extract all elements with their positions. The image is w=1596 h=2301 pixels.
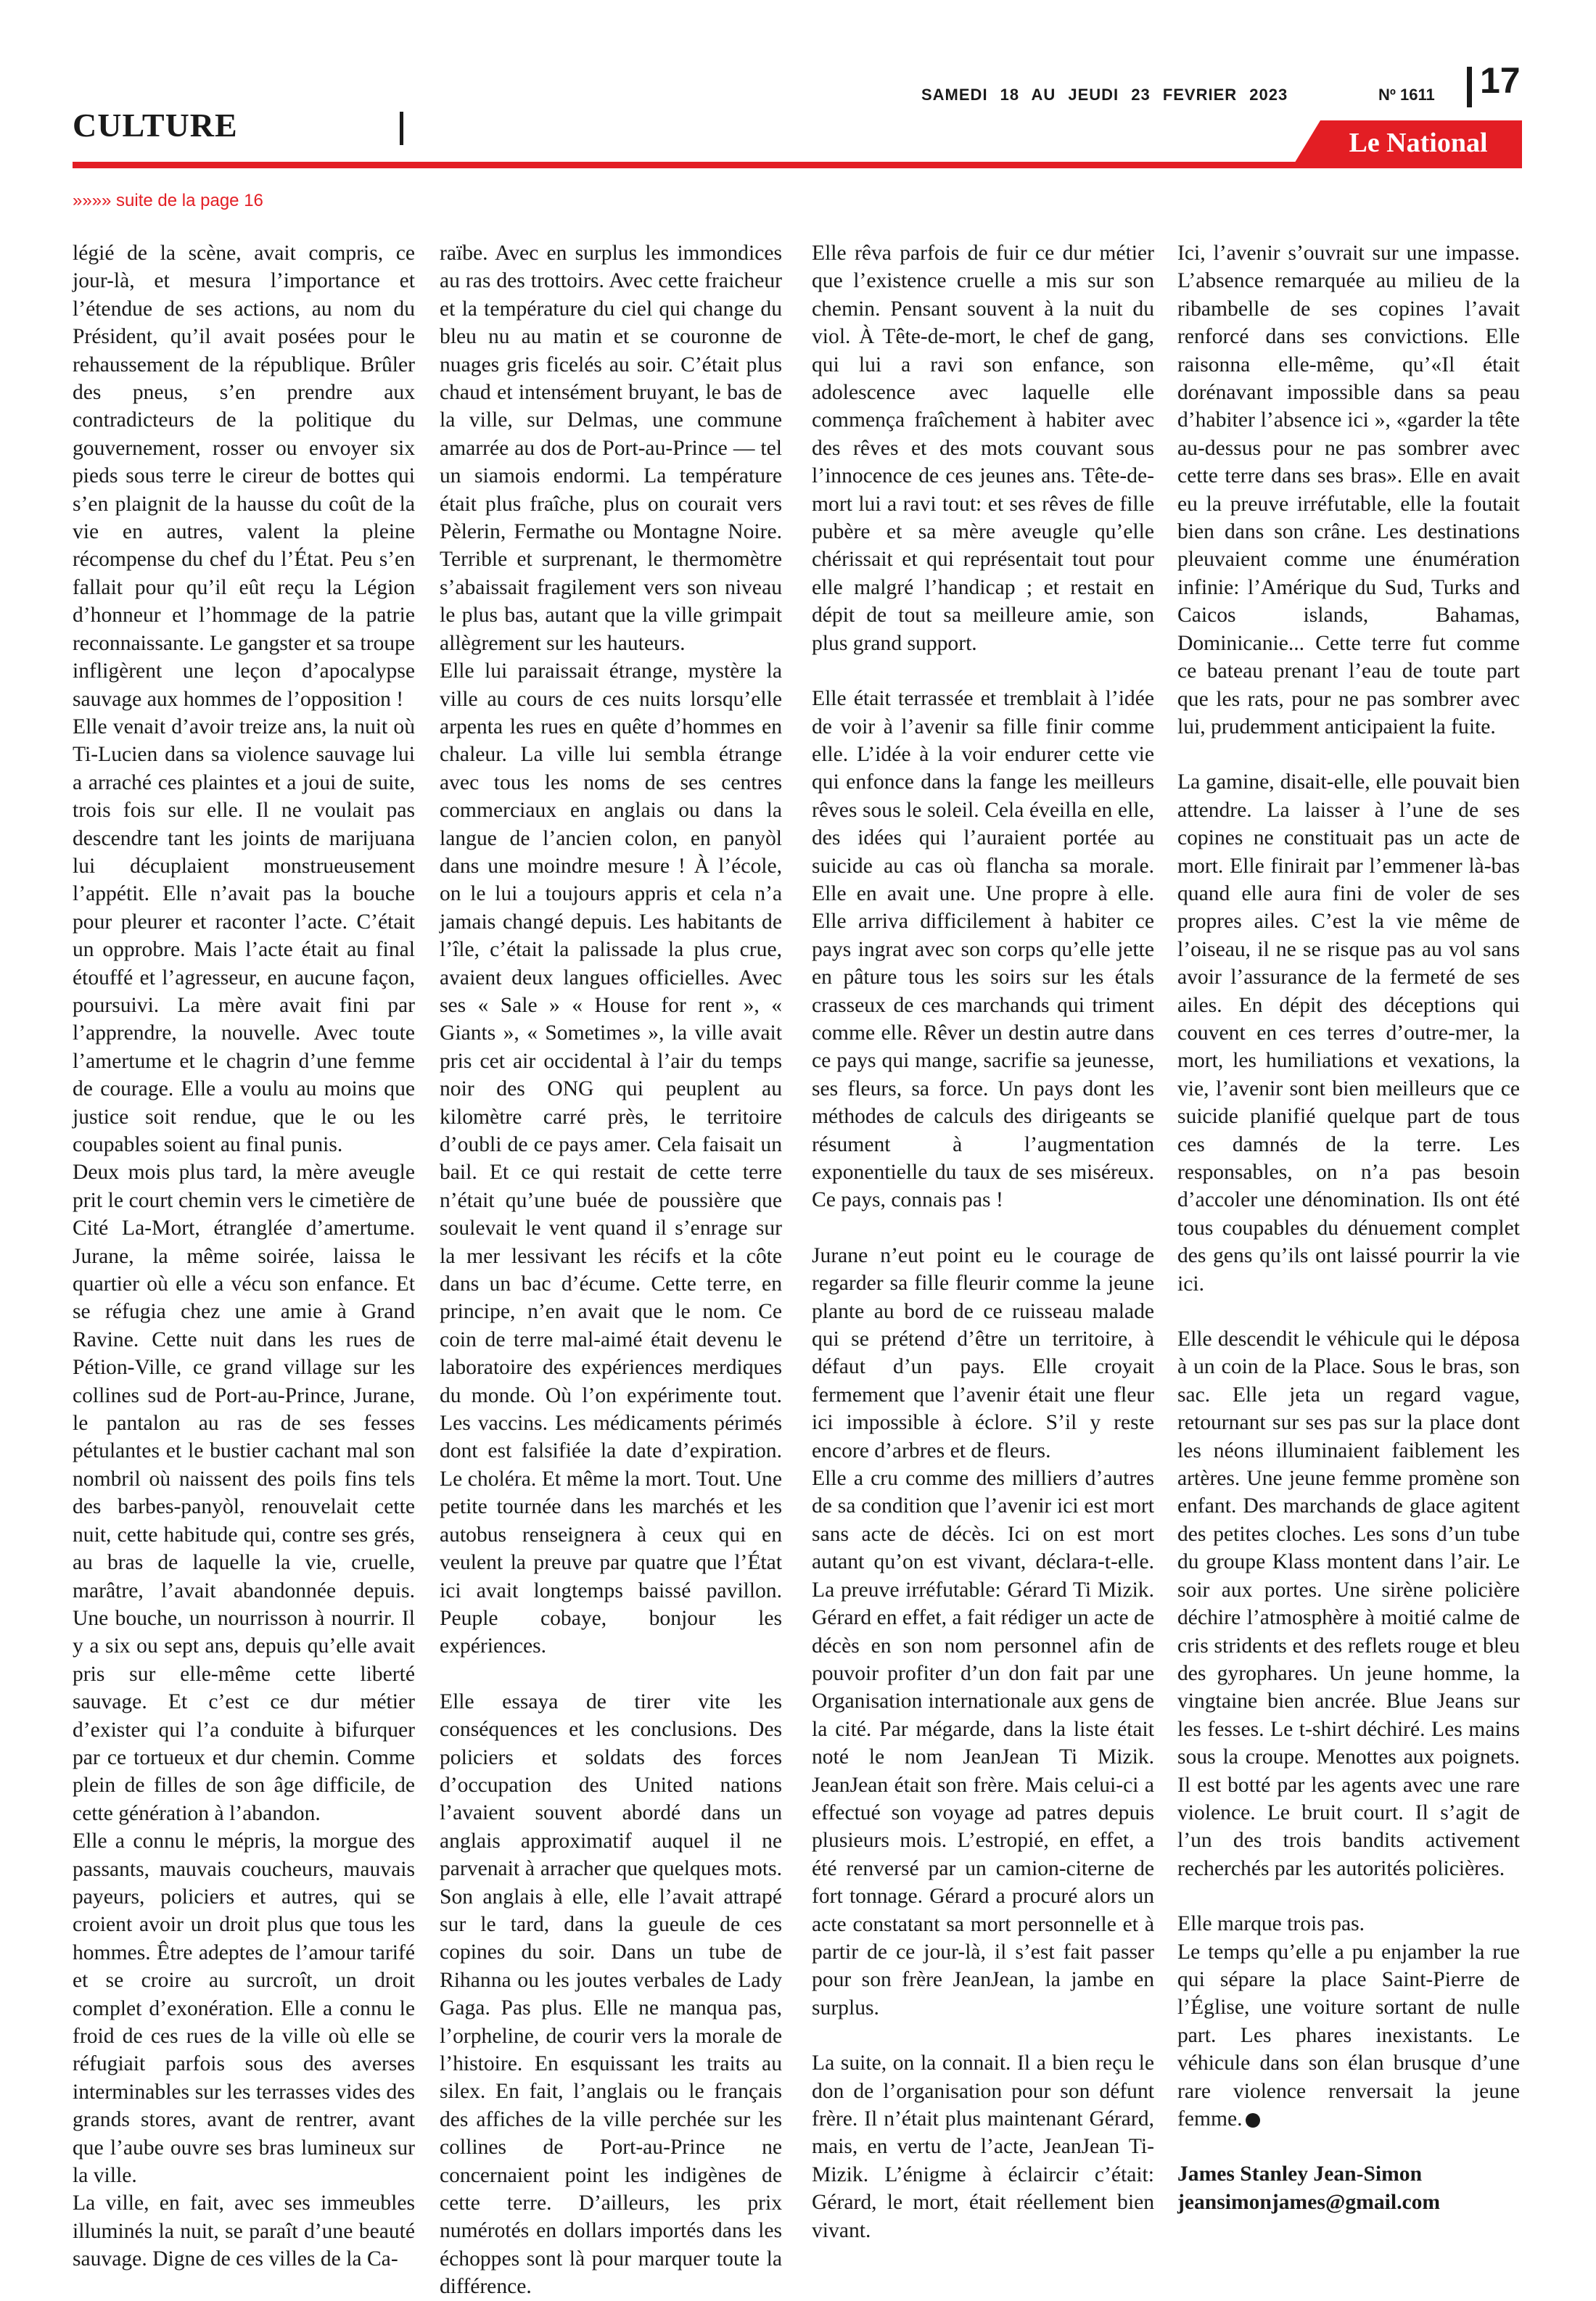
paragraph: Elle lui paraissait étrange, mystère la ville au cours de ces nuits lorsqu’elle arpenta les rues en quête d’hommes en chaleur. La ville lui sembla étrange avec tous les noms de ses centres commerciaux en anglais ou dans la langue de l’ancien colon, en panyòl dans une moindre mesure ! À l’école, on le lui a toujours appris et cela n’a jamais changé depuis. Les habitants de l’île, c’était la palissade la plus crue, avaient deux langues officielles. Avec ses « Sale » « House for rent », « Giants », « Sometimes », la ville avait pris cet air occidental à l’air du temps noir des ONG qui peuplent au kilomètre carré près, le territoire d’oubli de ce pays amer. Cela faisait un bail. Et ce qui restait de cette terre n’était qu’une buée de poussière que soulevait le vent quand il s’enrage sur la mer lessivant les récifs et la côte dans un bac d’écume. Cette terre, en principe, n’en avait que le nom. Ce coin de terre mal-aimé était devenu le laboratoire des expériences merdiques du monde. Où l’on expérimente tout. Les vaccins. Les médicaments périmés dont est falsifiée la date d’expiration. Le choléra. Et même la mort. Tout. Une petite tournée dans les marchés et les autobus renseignera à ceux qui en veulent la preuve par quatre que l’État ici avait longtemps baissé pavillon. Peuple cobaye, bonjour les expériences. (440, 659, 782, 1658)
paragraph: Elle a cru comme des milliers d’autres de sa condition que l’avenir ici est mort sans acte de décès. Ici on est mort autant qu’on est vivant, déclara-t-elle. La preuve irréfutable: Gérard Ti Mizik. Gérard en effet, a fait rédiger un acte de décès en son nom personnel afin de pouvoir profiter d’un don fait par une Organisation internationale aux gens de la cité. Par mégarde, dans la liste était noté le nom JeanJean Ti Mizik. JeanJean était son frère. Mais celui-ci a effectué son voyage ad patres depuis plusieurs mois. L’estropié, en effet, a été renversé par un camion-citerne de fort tonnage. Gérard a procuré alors un acte constatant sa mort personnelle et à partir de ce jour-là, il s’est fait passer pour son frère JeanJean, la jambe en surplus. (812, 1467, 1154, 2020)
paragraph: raïbe. Avec en surplus les immondices au ras des trottoirs. Avec cette fraicheur et la température du ciel qui change du bleu nu au matin et se couronne de nuages gris ficelés au soir. C’était plus chaud et intensément bruyant, le bas de la ville, sur Delmas, une commune amarrée au dos de Port-au-Prince — tel un siamois endormi. La température était plus fraîche, plus on courait vers Pèlerin, Fermathe ou Montagne Noire. Terrible et surprenant, le thermomètre s’abaissait fragilement vers son niveau le plus bas, autant que la ville grimpait allègrement sur les hauteurs. (440, 242, 782, 655)
section-title: CULTURE (73, 107, 238, 144)
end-of-article-icon (1246, 2113, 1260, 2128)
paragraph: Deux mois plus tard, la mère aveugle prit le court chemin vers le cimetière de Cité La-Mort, étranglée d’amertume. Jurane, la même soirée, laissa le quartier où elle a vécu son enfance. Et se réfugia chez une amie à Grand Ravine. Cette nuit dans les rues de Pétion-Ville, ce grand village sur les collines sud de Port-au-Prince, Jurane, le pantalon au ras de ses fesses pétulantes et le bustier cachant mal son nombril où naissent des poils fins tels des barbes-panyòl, renouvelait cette nuit, cette habitude qui, contre ses grés, au bras de laquelle la vie, cruelle, marâtre, l’avait abandonnée depuis. Une bouche, un nourrisson à nourrir. Il y a six ou sept ans, depuis qu’elle avait pris sur elle-même cette liberté sauvage. Et c’est ce dur métier d’exister qui l’a conduite à bifurquer par ce tortueux et dur chemin. Comme plein de filles de son âge difficile, de cette génération à l’abandon. (73, 1161, 415, 1825)
paragraph: Elle a connu le mépris, la morgue des passants, mauvais coucheurs, mauvais payeurs, policiers et autres, qui se croient avoir un droit plus que tous les hommes. Être adeptes de l’amour tarifé et se croire au surcroît, un droit complet d’exonération. Elle a connu le froid de ces rues de la ville où elle se réfugiait parfois sous des averses interminables sur les terrasses vides des grands stores, avant de rentrer, avant que l’aube ouvre ses bras lumineux sur la ville. (73, 1829, 415, 2188)
article-column-4 (1177, 239, 1520, 2214)
paragraph: légié de la scène, avait compris, ce jour-là, et mesura l’importance et l’étendue de ses actions, au nom du Président, qu’il avait posées pour le rehaussement de la république. Brûler des pneus, s’en prendre aux contradicteurs de la politique du gouvernement, rosser ou envoyer six pieds sous terre le cireur de bottes qui s’en plaignit de la hausse du coût de la vie en autres, valent la pleine récompense du chef du l’État. Peu s’en fallait pour qu’il eût reçu la Légion d’honneur et l’hommage de la patrie reconnaissante. Le gangster et sa troupe infligèrent une leçon d’apocalypse sauvage aux hommes de l’opposition ! (73, 242, 415, 711)
author-name: James Stanley Jean-Simon (1177, 2162, 1423, 2186)
paragraph: La suite, on la connait. Il a bien reçu le don de l’organisation pour son défunt frère. Il n’était plus maintenant Gérard, mais, en vertu de l’acte, JeanJean Ti-Mizik. L’énigme à éclaircir c’était: Gérard, le mort, était réellement bien vivant. (812, 2051, 1154, 2242)
paragraph: Elle était terrassée et tremblait à l’idée de voir à l’avenir sa fille finir comme elle. L’idée à la voir endurer cette vie qui enfonce dans la fange les meilleurs rêves sous le soleil. Cela éveilla en elle, des idées qui l’auraient portée au suicide au cas où flancha sa morale. Elle en avait une. Une propre à elle. Elle arriva difficilement à habiter ce pays ingrat avec son corps qu’elle jette en pâture tous les soirs sur les étals crasseux de ces marchands qui triment comme elle. Rêver un destin autre dans ce pays qui mange, sacrifie sa jeunesse, ses fleurs, sa force. Un pays dont les méthodes de calculs des dirigeants se résument à l’augmentation exponentielle du taux de ses miséreux. Ce pays, connais pas ! (812, 687, 1154, 1212)
header-red-rule (73, 162, 1522, 168)
page-number: 17 (1480, 60, 1521, 101)
dateline: SAMEDI 18 AU JEUDI 23 FEVRIER 2023 (921, 86, 1288, 104)
article-column-2 (440, 239, 782, 2299)
paragraph: Elle marque trois pas. (1177, 1912, 1365, 1936)
paragraph: Jurane n’eut point eu le courage de regarder sa fille fleurir comme la jeune plante au bord de ce ruisseau malade qui se prétend d’être un territoire, à défaut d’un pays. Elle croyait fermement que l’avenir était une fleur ici impossible à éclore. S’il y reste encore d’arbres et de fleurs. (812, 1243, 1154, 1462)
paragraph: Ici, l’avenir s’ouvrait sur une impasse. L’absence remarquée au milieu de la ribambelle de ses copines l’avait renforcé dans ses convictions. Elle raisonna elle-même, qu’«Il était dorénavant impossible dans sa peau d’habiter l’absence ici », «garder la tête au-dessus pour ne pas sombrer avec cette terre dans ses bras». Elle en avait eu la preuve irréfutable, elle la foutait bien dans son crâne. Les destinations pleuvaient comme une énumération infinie: l’Amérique du Sud, Turks and Caicos islands, Bahamas, Dominicanie... Cette terre fut comme ce bateau prenant l’eau de toute part que les rats, pour ne pas sombrer avec lui, prudemment anticipaient la fuite. (1177, 242, 1520, 738)
paragraph-final (1177, 1938, 1520, 2133)
page-number-divider (1467, 67, 1472, 107)
paragraph: Elle rêva parfois de fuir ce dur métier que l’existence cruelle a mis sur son chemin. Pensant souvent à la nuit du viol. À Tête-de-mort, le chef de gang, qui lui a ravi son enfance, son adolescence avec laquelle elle commença fraîchement à habiter avec des rêves et des mots couvant sous l’innocence de ces jeunes ans. Tête-de-mort lui a ravi tout: et ses rêves de fille pubère et sa mère aveugle qu’elle chérissait et qui représentait tout pour elle malgré l’handicap ; et restait en dépit de tout sa meilleure amie, son plus grand support. (812, 242, 1154, 655)
author-email[interactable]: jeansimonjames@gmail.com (1177, 2190, 1441, 2214)
paragraph: Elle venait d’avoir treize ans, la nuit où Ti-Lucien dans sa violence sauvage lui a arraché ces plaintes et a joui de suite, trois fois sur elle. Il ne voulait pas descendre tant les joints de marijuana lui décuplaient monstrueusement l’appétit. Elle n’avait pas la bouche pour pleurer et raconter l’acte. C’était un opprobre. Mais l’acte était au final étouffé et l’agresseur, en aucune façon, poursuivi. La mère avait fini par l’apprendre, la nouvelle. Avec toute l’amertume et le chagrin d’une femme de courage. Elle a voulu au moins que justice soit rendue, que le ou les coupables soient au final punis. (73, 715, 415, 1156)
article-column-3 (812, 239, 1154, 2242)
continued-from-link[interactable]: »»»» suite de la page 16 (73, 191, 263, 210)
byline (1177, 2160, 1520, 2216)
paragraph: La ville, en fait, avec ses immeubles illuminés la nuit, se paraît d’une beauté sauvage. Digne de ces villes de la Ca- (73, 2191, 415, 2271)
paragraph: La gamine, disait-elle, elle pouvait bien attendre. La laisser à l’une de ses copines ne constituait pas un acte de mort. Elle finirait par l’emmener là-bas quand elle aura fini de voler de ses propres ailes. C’est la vie même de l’oiseau, il ne se risque pas au vol sans avoir l’assurance de la fermeté de ses ailes. En dépit des déceptions qui couvent en ces terres d’outre-mer, la mort, les humiliations et vexations, la vie, l’avenir sont bien meilleurs que ce suicide planifié quelque part de tous ces damnés de la terre. Les responsables, on n’a pas besoin d’accoler une dénomination. Ils ont été tous coupables du dénuement complet des gens qu’ils ont laissé pourrir la vie ici. (1177, 770, 1520, 1296)
paragraph: Elle descendit le véhicule qui le déposa à un coin de la Place. Sous le bras, son sac. Elle jeta un regard vague, retournant sur ses pas sur la place dont les néons illuminaient faiblement les artères. Une jeune femme promène son enfant. Des marchands de glace agitent des petites cloches. Les sons d’un tube du groupe Klass montent dans l’air. Le soir aux portes. Une sirène policière déchire l’atmosphère à moitié calme de cris stridents et des reflets rouge et bleu des gyrophares. Un jeune homme, la vingtaine bien ancrée. Blue Jeans sur les fesses. Le t-shirt déchiré. Les mains sous la croupe. Menottes aux poignets. Il est botté par les agents avec une rare violence. Le bruit court. Il s’agit de l’un des trois bandits activement recherchés par les autorités policières. (1177, 1328, 1520, 1880)
brand-name: Le National (1349, 128, 1488, 158)
paragraph: Elle essaya de tirer vite les conséquences et les conclusions. Des policiers et soldats des forces d’occupation des United nations l’avaient souvent abordé dans un anglais approximatif auquel il ne parvenait à arracher que quelques mots. Son anglais à elle, elle l’avait attrapé sur le tard, dans la gueule de ces copines du soir. Dans un tube de Rihanna ou les joutes verbales de Lady Gaga. Pas plus. Elle ne manqua pas, l’orpheline, de courir vers la morale de l’histoire. En esquissant les traits au silex. En fait, l’anglais ou le français des affiches de la ville perchée sur les collines de Port-au-Prince ne concernaient point les indigènes de cette terre. D’ailleurs, les prix numérotés en dollars importés dans les échoppes sont là pour marquer toute la différence. (440, 1689, 782, 2299)
paragraph-text: Le temps qu’elle a pu enjamber la rue qui sépare la place Saint-Pierre de l’Église, une voiture sortant de nulle part. Les phares inexistants. Le véhicule dans son élan brusque d’une rare violence renversait la jeune femme. (1177, 1940, 1520, 2131)
section-divider (400, 112, 403, 145)
article-column-1 (73, 239, 415, 2271)
issue-number: Nº 1611 (1378, 86, 1435, 104)
